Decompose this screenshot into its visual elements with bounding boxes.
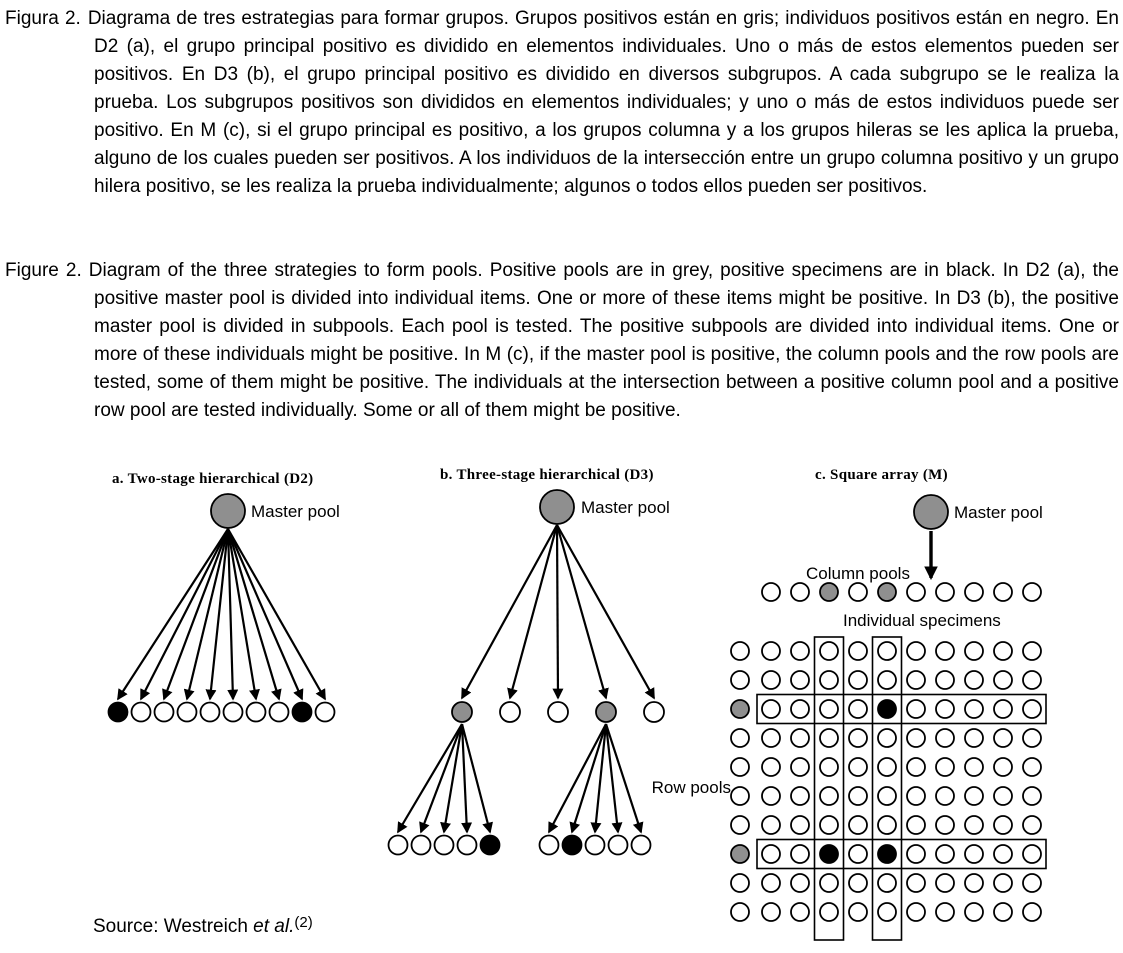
specimen-a-1 [109, 703, 128, 722]
row-pool-9 [731, 874, 749, 892]
column-pool-6 [907, 583, 925, 601]
diagram-a [109, 494, 335, 722]
row-pool-7 [731, 816, 749, 834]
specimen-c-10-4 [849, 903, 867, 921]
specimen-c-4-9 [994, 729, 1012, 747]
diagram-c [731, 495, 1046, 940]
arrow [462, 525, 557, 698]
specimen-c-1-6 [907, 642, 925, 660]
specimen-c-7-7 [936, 816, 954, 834]
specimen-c-4-10 [1023, 729, 1041, 747]
subpool-1 [452, 702, 472, 722]
specimen-c-7-4 [849, 816, 867, 834]
specimen-c-1-9 [994, 642, 1012, 660]
specimen-c-6-5 [878, 787, 896, 805]
specimen-c-4-2 [791, 729, 809, 747]
column-pool-1 [762, 583, 780, 601]
specimen-b-3-1 [540, 836, 559, 855]
specimen-c-8-5 [878, 845, 896, 863]
specimen-c-5-1 [762, 758, 780, 776]
caption-spanish [5, 5, 1119, 201]
caption-english [5, 257, 1119, 425]
specimen-a-8 [270, 703, 289, 722]
source-reference-number: (2) [294, 914, 313, 931]
specimen-b-0-5 [481, 836, 500, 855]
specimen-b-0-4 [458, 836, 477, 855]
specimen-c-3-7 [936, 700, 954, 718]
specimen-c-1-5 [878, 642, 896, 660]
arrow [557, 525, 606, 698]
specimen-c-9-10 [1023, 874, 1041, 892]
arrow [228, 529, 302, 699]
specimen-c-2-6 [907, 671, 925, 689]
specimen-c-6-10 [1023, 787, 1041, 805]
master-pool-a [211, 494, 245, 528]
specimen-b-3-5 [632, 836, 651, 855]
specimen-c-8-4 [849, 845, 867, 863]
specimen-c-10-2 [791, 903, 809, 921]
specimen-c-8-3 [820, 845, 838, 863]
row-pool-2 [731, 671, 749, 689]
specimen-c-10-7 [936, 903, 954, 921]
individual-specimens-label: Individual specimens [843, 611, 1001, 630]
specimen-c-2-1 [762, 671, 780, 689]
specimen-a-5 [201, 703, 220, 722]
column-pool-10 [1023, 583, 1041, 601]
specimen-c-10-1 [762, 903, 780, 921]
source-author: Westreich [163, 916, 248, 937]
specimen-c-5-10 [1023, 758, 1041, 776]
specimen-a-3 [155, 703, 174, 722]
arrow [141, 529, 228, 699]
column-pool-2 [791, 583, 809, 601]
arrow [228, 529, 279, 699]
row-pool-3 [731, 700, 749, 718]
specimen-c-9-1 [762, 874, 780, 892]
arrow [510, 525, 557, 698]
specimen-c-9-4 [849, 874, 867, 892]
specimen-c-3-3 [820, 700, 838, 718]
diagram-a-master-pool-label: Master pool [251, 502, 340, 521]
diagram-b-master-pool-label: Master pool [581, 498, 670, 517]
specimen-c-3-10 [1023, 700, 1041, 718]
specimen-c-9-6 [907, 874, 925, 892]
row-pool-4 [731, 729, 749, 747]
specimen-c-6-6 [907, 787, 925, 805]
master-pool-b [540, 490, 574, 524]
specimen-c-4-1 [762, 729, 780, 747]
specimen-a-6 [224, 703, 243, 722]
specimen-c-1-3 [820, 642, 838, 660]
specimen-c-5-8 [965, 758, 983, 776]
specimen-c-3-6 [907, 700, 925, 718]
specimen-c-5-7 [936, 758, 954, 776]
specimen-a-9 [293, 703, 312, 722]
specimen-c-8-7 [936, 845, 954, 863]
source-etal: et al. [253, 916, 295, 937]
specimen-c-10-8 [965, 903, 983, 921]
subpool-3 [548, 702, 568, 722]
specimen-c-10-9 [994, 903, 1012, 921]
specimen-c-6-1 [762, 787, 780, 805]
specimen-c-2-10 [1023, 671, 1041, 689]
specimen-c-8-6 [907, 845, 925, 863]
specimen-c-2-9 [994, 671, 1012, 689]
diagram-c-master-pool-label: Master pool [954, 503, 1043, 522]
source-prefix: Source: [93, 916, 159, 937]
specimen-c-9-7 [936, 874, 954, 892]
specimen-c-5-2 [791, 758, 809, 776]
figure-label-es: Figura 2. [5, 8, 81, 29]
specimen-c-4-4 [849, 729, 867, 747]
specimen-c-3-8 [965, 700, 983, 718]
specimen-c-3-2 [791, 700, 809, 718]
specimen-c-7-8 [965, 816, 983, 834]
specimen-c-6-8 [965, 787, 983, 805]
subpool-5 [644, 702, 664, 722]
column-pool-8 [965, 583, 983, 601]
specimen-b-0-3 [435, 836, 454, 855]
specimen-c-9-9 [994, 874, 1012, 892]
specimen-a-2 [132, 703, 151, 722]
source-line [93, 914, 313, 938]
specimen-c-2-3 [820, 671, 838, 689]
diagram-b-title: b. Three-stage hierarchical (D3) [440, 467, 654, 483]
specimen-c-9-2 [791, 874, 809, 892]
specimen-c-4-3 [820, 729, 838, 747]
specimen-c-6-4 [849, 787, 867, 805]
specimen-c-1-2 [791, 642, 809, 660]
caption-text-en: Diagram of the three strategies to form pools. Positive pools are in grey, positive specimens are in black. In D2 (a), the positive master pool is divided into individual items. One or more of these items might be positive. In D3 (b), the positive master pool is divided in subpools. Each pool is tested. The positive subpools are divided into individual items. One or more of these individuals might be positive. In M (c), if the master pool is positive, the column pools and the row pools are tested, some of them might be positive. The individuals at the intersection between a positive column pool and a positive row pool are tested individually. Some or all of them might be positive. [88, 260, 1119, 421]
specimen-c-2-7 [936, 671, 954, 689]
specimen-c-1-10 [1023, 642, 1041, 660]
specimen-c-7-9 [994, 816, 1012, 834]
specimen-c-1-1 [762, 642, 780, 660]
specimen-b-3-2 [563, 836, 582, 855]
figure-label-en: Figure 2. [5, 260, 82, 281]
specimen-c-9-3 [820, 874, 838, 892]
specimen-c-8-10 [1023, 845, 1041, 863]
specimen-a-7 [247, 703, 266, 722]
specimen-c-1-8 [965, 642, 983, 660]
specimen-c-3-5 [878, 700, 896, 718]
column-pool-5 [878, 583, 896, 601]
specimen-c-10-10 [1023, 903, 1041, 921]
master-pool-c [914, 495, 948, 529]
specimen-c-10-5 [878, 903, 896, 921]
specimen-c-7-1 [762, 816, 780, 834]
specimen-c-5-4 [849, 758, 867, 776]
specimen-c-8-1 [762, 845, 780, 863]
row-pool-6 [731, 787, 749, 805]
specimen-c-7-2 [791, 816, 809, 834]
row-pool-10 [731, 903, 749, 921]
subpool-4 [596, 702, 616, 722]
specimen-c-5-9 [994, 758, 1012, 776]
specimen-b-0-1 [389, 836, 408, 855]
specimen-c-2-4 [849, 671, 867, 689]
specimen-c-9-5 [878, 874, 896, 892]
row-pool-1 [731, 642, 749, 660]
subpool-2 [500, 702, 520, 722]
column-pool-9 [994, 583, 1012, 601]
specimen-c-8-8 [965, 845, 983, 863]
column-pool-3 [820, 583, 838, 601]
row-pools-label: Row pools [651, 778, 731, 797]
specimen-c-2-8 [965, 671, 983, 689]
arrow [187, 529, 228, 699]
arrow [557, 525, 654, 698]
specimen-a-10 [316, 703, 335, 722]
specimen-c-2-5 [878, 671, 896, 689]
diagram-b [389, 490, 665, 855]
diagram-a-title: a. Two-stage hierarchical (D2) [112, 471, 314, 487]
specimen-c-6-7 [936, 787, 954, 805]
column-pool-7 [936, 583, 954, 601]
specimen-c-6-3 [820, 787, 838, 805]
specimen-c-2-2 [791, 671, 809, 689]
specimen-b-3-4 [609, 836, 628, 855]
specimen-a-4 [178, 703, 197, 722]
specimen-c-3-1 [762, 700, 780, 718]
specimen-c-6-2 [791, 787, 809, 805]
specimen-c-1-7 [936, 642, 954, 660]
specimen-c-1-4 [849, 642, 867, 660]
caption-text-es: Diagrama de tres estrategias para formar grupos. Grupos positivos están en gris; individuos positivos están en negro. En D2 (a), el grupo principal positivo es dividido en elementos individuales. Uno o más de estos elementos pueden ser positivos. En D3 (b), el grupo principal positivo es dividido en diversos subgrupos. A cada subgrupo se le realiza la prueba. Los subgrupos positivos son divididos en elementos individuales; y uno o más de estos individuos puede ser positivo. En M (c), si el grupo principal es positivo, a los grupos columna y a los grupos hileras se les aplica la prueba, alguno de los cuales pueden ser positivos. A los individuos de la intersección entre un grupo columna positivo y un grupo hilera positivo, se les realiza la prueba individualmente; algunos o todos ellos pueden ser positivos. [87, 8, 1119, 197]
row-pool-8 [731, 845, 749, 863]
specimen-c-4-5 [878, 729, 896, 747]
specimen-c-4-6 [907, 729, 925, 747]
specimen-c-5-6 [907, 758, 925, 776]
specimen-c-6-9 [994, 787, 1012, 805]
specimen-c-3-9 [994, 700, 1012, 718]
specimen-c-9-8 [965, 874, 983, 892]
specimen-c-7-5 [878, 816, 896, 834]
arrow [557, 525, 558, 698]
specimen-c-10-6 [907, 903, 925, 921]
specimen-b-3-3 [586, 836, 605, 855]
specimen-c-3-4 [849, 700, 867, 718]
column-pool-4 [849, 583, 867, 601]
specimen-c-7-3 [820, 816, 838, 834]
specimen-c-4-8 [965, 729, 983, 747]
specimen-b-0-2 [412, 836, 431, 855]
specimen-c-5-5 [878, 758, 896, 776]
column-pools-label: Column pools [806, 564, 910, 583]
specimen-c-7-10 [1023, 816, 1041, 834]
specimen-c-5-3 [820, 758, 838, 776]
specimen-c-7-6 [907, 816, 925, 834]
specimen-c-8-2 [791, 845, 809, 863]
specimen-c-4-7 [936, 729, 954, 747]
specimen-c-8-9 [994, 845, 1012, 863]
diagram-c-title: c. Square array (M) [815, 467, 948, 483]
row-pool-5 [731, 758, 749, 776]
specimen-c-10-3 [820, 903, 838, 921]
figure-diagrams [0, 460, 1123, 953]
arrow [421, 724, 462, 832]
